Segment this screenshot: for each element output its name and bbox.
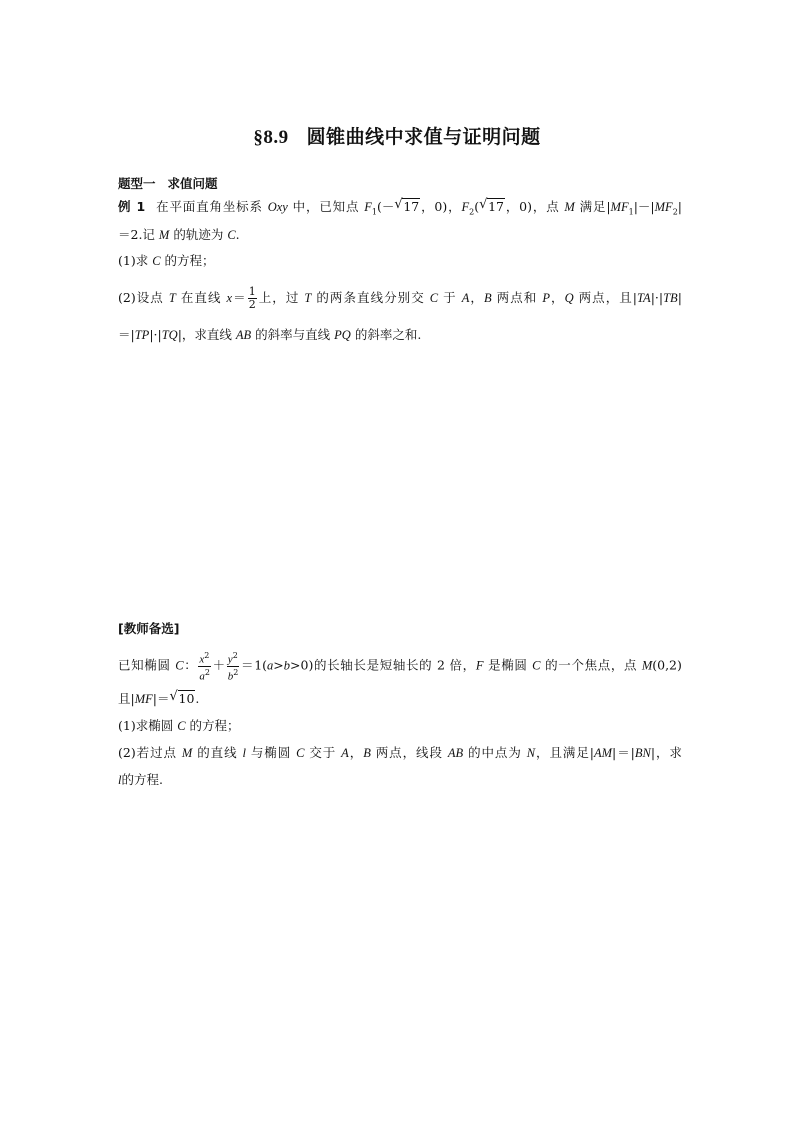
math-c: C: [429, 291, 439, 305]
math-c: C: [177, 719, 186, 733]
text: 的方程；: [164, 253, 215, 268]
example1-line2: [118, 226, 682, 244]
math-c: C: [227, 228, 236, 242]
math-c: C: [175, 658, 184, 673]
text: 中，已知点: [292, 199, 360, 214]
text: |，求直线: [177, 327, 232, 342]
teacher-question2-cont: [118, 771, 682, 789]
text: 与椭圆: [250, 745, 292, 760]
math-b: B: [363, 746, 371, 760]
teacher-line2: [118, 690, 682, 708]
math-a: a: [267, 658, 274, 673]
math-f: F: [475, 658, 484, 673]
math-tb: TB: [663, 291, 678, 305]
radicand: 17: [403, 199, 420, 214]
math-mf2: MF: [654, 200, 673, 214]
text: 的一个焦点，点: [545, 657, 638, 673]
text: (1)求椭圆: [118, 718, 174, 733]
text: ，: [348, 745, 364, 760]
superscript: 2: [204, 651, 210, 660]
radicand: 17: [488, 199, 504, 214]
teacher-question1: [118, 717, 682, 735]
text: ，0)，: [420, 199, 462, 214]
math-p: P: [542, 291, 550, 305]
text: (: [474, 199, 480, 214]
text: ：: [183, 657, 198, 673]
numerator: [198, 650, 211, 667]
sqrt-10: [170, 690, 196, 708]
text: ，: [549, 290, 565, 305]
fraction-x2-a2: [198, 650, 211, 682]
math-a: a: [199, 670, 205, 683]
superscript: 2: [232, 651, 238, 660]
text: 的轨迹为: [173, 227, 224, 242]
math-f2: F: [461, 200, 470, 214]
text: ，: [469, 290, 484, 305]
text: ＝: [232, 290, 247, 305]
example1-question2: [118, 286, 682, 311]
math-q: Q: [564, 291, 574, 305]
type-heading: [118, 174, 680, 192]
fraction-one-half: [248, 286, 257, 311]
math-pq: PQ: [334, 328, 351, 342]
radicand: 10: [178, 691, 195, 706]
math-am: AM: [593, 746, 613, 760]
math-m: M: [564, 200, 575, 214]
math-l: l: [118, 773, 122, 787]
fraction-y2-b2: [227, 650, 240, 682]
text: 且|: [118, 691, 135, 706]
math-oxy: Oxy: [267, 200, 288, 214]
math-t: T: [304, 291, 312, 305]
text: (－: [376, 199, 395, 214]
text: 的斜率之和.: [354, 327, 422, 342]
teacher-question2: [118, 744, 682, 762]
math-m: M: [641, 658, 653, 673]
math-y: y: [227, 653, 233, 666]
text: 的方程.: [121, 772, 163, 787]
text: |，求: [650, 745, 682, 760]
text: (0,2): [652, 657, 682, 673]
example1-line1: [118, 198, 682, 222]
text: |: [677, 290, 682, 305]
type-name: 求值问题: [167, 176, 218, 191]
subscript: 2: [672, 207, 678, 217]
text: .: [235, 227, 240, 242]
text: 在直线: [180, 290, 222, 305]
sqrt-17: [479, 198, 505, 216]
text: |·|: [650, 290, 664, 305]
text: 满足|: [579, 199, 611, 214]
sqrt-17: [394, 198, 420, 216]
math-x: x: [199, 653, 205, 666]
math-t: T: [168, 291, 176, 305]
text: 的斜率与直线: [255, 327, 331, 342]
text: (2)设点: [118, 290, 164, 305]
teacher-line1: [118, 650, 682, 682]
math-b: b: [227, 670, 234, 683]
superscript: 2: [233, 667, 239, 677]
text: 的中点为: [468, 745, 522, 760]
section-number: §8.9: [253, 127, 289, 148]
example1-question2-cont: [118, 326, 682, 344]
math-ab: AB: [447, 746, 464, 760]
subscript: 2: [469, 207, 475, 217]
text: |－|: [633, 199, 655, 214]
text: 两点，且|: [578, 290, 638, 305]
subscript: 1: [371, 207, 377, 217]
math-l: l: [242, 746, 246, 760]
text: |: [677, 199, 682, 214]
math-m: M: [181, 746, 193, 760]
math-c: C: [152, 254, 161, 268]
subscript: 1: [628, 207, 634, 217]
teacher-heading: [教师备选]: [118, 621, 180, 636]
type-label: 题型一: [118, 176, 156, 191]
math-m: M: [158, 228, 170, 242]
text: 已知椭圆: [118, 657, 171, 673]
text: 两点，线段: [375, 745, 443, 760]
text: 在平面直角坐标系: [155, 199, 263, 214]
text: |·|: [149, 327, 162, 342]
text: 的直线: [197, 745, 238, 760]
math-tp: TP: [134, 328, 150, 342]
text: ＝|: [118, 327, 135, 342]
text: |＝|: [612, 745, 635, 760]
math-b: B: [483, 291, 492, 305]
text: 的两条直线分别交: [316, 290, 425, 305]
denominator: 2: [248, 298, 256, 311]
section-title: 圆锥曲线中求值与证明问题: [306, 126, 541, 148]
text: ＋: [211, 657, 226, 673]
math-x: x: [226, 291, 233, 305]
text: (2)若过点: [118, 745, 177, 760]
example1-question1: [118, 252, 682, 270]
math-c: C: [296, 746, 305, 760]
text: ，且满足|: [535, 745, 594, 760]
math-f1: F: [364, 200, 372, 214]
text: 两点和: [496, 290, 538, 305]
superscript: 2: [204, 667, 210, 677]
text: 上，过: [257, 290, 300, 305]
denominator: [227, 667, 240, 683]
text: ，0)，点: [504, 199, 560, 214]
math-b: b: [283, 658, 291, 673]
math-a: A: [341, 746, 349, 760]
text: 的方程；: [189, 718, 240, 733]
text: >: [273, 657, 284, 673]
page-title: [0, 122, 794, 149]
example-label: 例 1: [118, 199, 146, 214]
math-mf: MF: [134, 692, 153, 706]
math-tq: TQ: [161, 328, 178, 342]
denominator: [198, 667, 211, 683]
text: |＝: [152, 691, 170, 706]
text: ＝2.记: [118, 227, 155, 242]
numerator: 1: [248, 285, 256, 298]
text: 是椭圆: [488, 657, 528, 673]
math-ab: AB: [235, 328, 252, 342]
math-n: N: [526, 746, 536, 760]
math-c: C: [532, 658, 541, 673]
math-mf1: MF: [610, 200, 629, 214]
numerator: [227, 650, 240, 667]
math-a: A: [461, 291, 470, 305]
text: ＝1(: [240, 657, 268, 673]
text: .: [195, 691, 200, 706]
text: >0)的长轴长是短轴长的 2 倍，: [290, 657, 476, 673]
text: 交于: [309, 745, 337, 760]
math-ta: TA: [637, 291, 651, 305]
text: 于: [443, 290, 457, 305]
math-bn: BN: [634, 746, 651, 760]
text: (1)求: [118, 253, 149, 268]
